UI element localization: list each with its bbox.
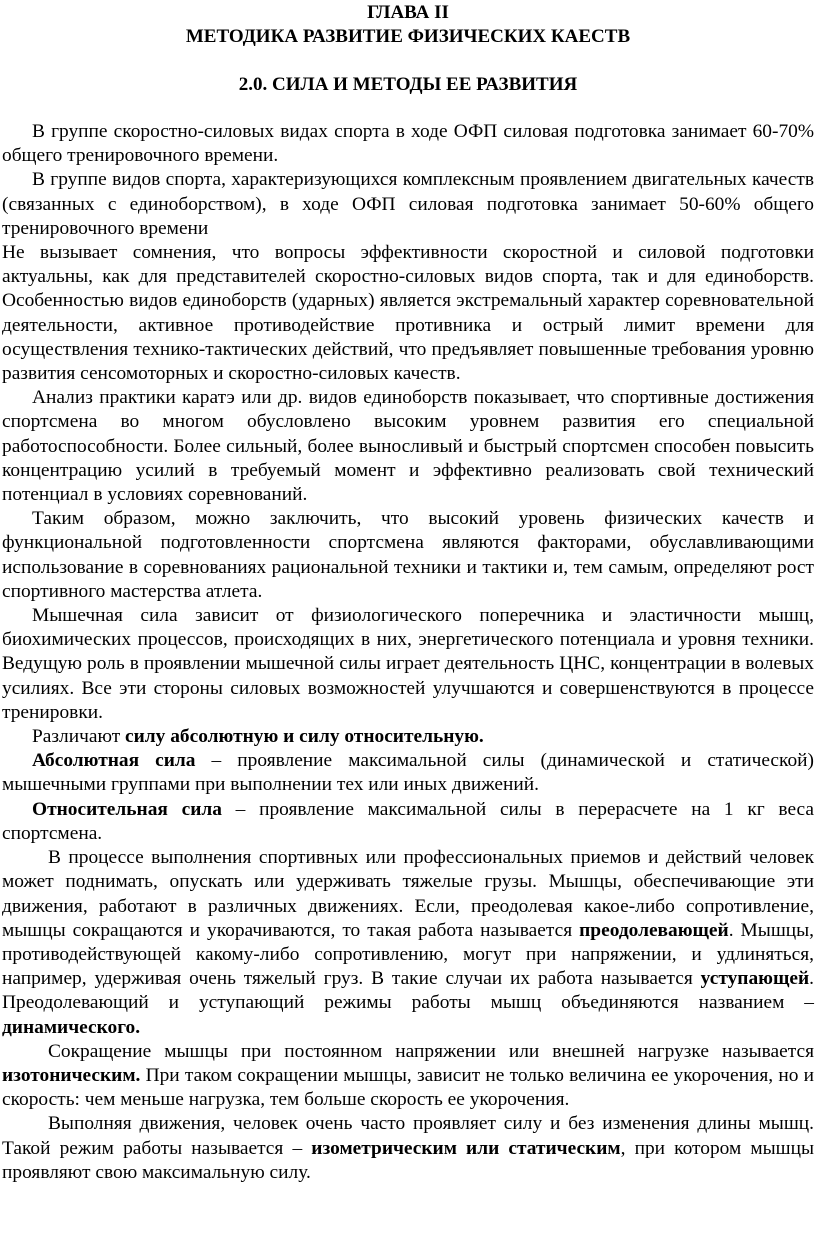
term-overcoming: преодолевающей xyxy=(579,919,729,941)
paragraph-2: В группе видов спорта, характеризующихся комплексным проявлением двигательных качеств (связанных с единоборством), в ходе ОФП силовая подготовка занимает 50-60% общего тренировочного времени xyxy=(2,169,814,239)
paragraph-4: Анализ практики каратэ или др. видов единоборств показывает, что спортивные достижения спортсмена во многом обусловлено высоким уровнем развития его специальной работоспособности. Более сильный, более выносливый и быстрый спортсмен способен повысить концентрацию усилий в требуемый момент и эффективно реализовать свой технический потенциал в условиях соревнований. xyxy=(2,387,814,506)
document-body xyxy=(2,120,814,1185)
paragraph-7-bold: силу абсолютную и силу относительную. xyxy=(125,726,484,748)
paragraph-5: Таким образом, можно заключить, что высокий уровень физических качеств и функциональной подготовленности спортсмена являются факторами, обуславливающими использование в соревнованиях рациональной техники и тактики и, тем самым, определяют рост спортивного мастерства атлета. xyxy=(2,508,814,602)
paragraph-10-text-1: В процессе выполнения спортивных или профессиональных приемов и действий человек может поднимать, опускать или удерживать тяжелые грузы. Мышцы, обеспечивающие эти движения, работают в различных движениях. Если, преодолевая какое-либо сопротивление, мышцы сокращаются и укорачиваются, то такая работа называется xyxy=(2,847,814,941)
paragraph-7 xyxy=(2,725,814,749)
term-relative-strength: Относительная сила xyxy=(32,798,222,820)
term-dynamic: динамического. xyxy=(2,1016,141,1038)
paragraph-3: Не вызывает сомнения, что вопросы эффективности скоростной и силовой подготовки актуальны, как для представителей скоростно-силовых видов спорта, так и для единоборств. Особенностью видов единоборств (ударных) является экстремальный характер соревновательной деятельности, активное противодействие противника и острый лимит времени для осуществления технико-тактических действий, что предъявляет повышенные требования уровню развития сенсомоторных и скоростно-силовых качеств. xyxy=(2,242,814,385)
section-title: 2.0. СИЛА И МЕТОДЫ ЕЕ РАЗВИТИЯ xyxy=(238,74,578,95)
chapter-heading: ГЛАВА II xyxy=(367,2,449,23)
term-isotonic: изотоническим. xyxy=(2,1064,141,1086)
paragraph-10 xyxy=(2,846,814,1040)
paragraph-12-text-1: Выполняя движения, человек очень часто проявляет силу и без изменения длины мышц. Такой режим работы называется – xyxy=(2,1113,814,1159)
paragraph-1: В группе скоростно-силовых видах спорта в ходе ОФП силовая подготовка занимает 60-70% общего тренировочного времени. xyxy=(2,121,814,167)
term-yielding: уступающей xyxy=(700,968,810,990)
term-absolute-strength: Абсолютная сила xyxy=(32,750,196,772)
paragraph-relative-strength xyxy=(2,798,814,846)
chapter-title: МЕТОДИКА РАЗВИТИЕ ФИЗИЧЕСКИХ КАЕСТВ xyxy=(185,26,631,47)
term-isometric: изометрическим или статическим xyxy=(311,1137,621,1159)
paragraph-12-text-2: , при котором мышцы проявляют свою максимальную силу. xyxy=(2,1137,814,1183)
paragraph-absolute-strength xyxy=(2,749,814,797)
definition-absolute-strength: – проявление максимальной силы (динамической и статической) мышечными группами при выполнении тех или иных движений. xyxy=(2,750,814,796)
paragraph-11-text-2: При таком сокращении мышцы, зависит не только величина ее укорочения, но и скорость: чем меньше нагрузка, тем больше скорость ее укорочения. xyxy=(2,1064,814,1111)
paragraph-12 xyxy=(2,1112,814,1185)
paragraph-10-text-3: . Преодолевающий и уступающий режимы работы мышц объединяются названием – xyxy=(2,968,814,1014)
paragraph-11 xyxy=(2,1040,814,1113)
paragraph-11-text-1: Сокращение мышцы при постоянном напряжении или внешней нагрузке называется xyxy=(48,1040,814,1062)
definition-relative-strength: – проявление максимальной силы в перерасчете на 1 кг веса спортсмена. xyxy=(2,798,814,844)
paragraph-7-lead: Различают xyxy=(32,726,126,748)
paragraph-10-text-2: . Мышцы, противодействующей какому-либо сопротивлению, могут при напряжении, и удлиняться, например, удерживая очень тяжелый груз. В такие случаи их работа называется xyxy=(2,919,814,990)
paragraph-6: Мышечная сила зависит от физиологического поперечника и эластичности мышц, биохимических процессов, происходящих в них, энергетического потенциала и уровня техники. Ведущую роль в проявлении мышечной силы играет деятельность ЦНС, концентрации в волевых усилиях. Все эти стороны силовых возможностей улучшаются и совершенствуются в процессе тренировки. xyxy=(2,605,814,723)
